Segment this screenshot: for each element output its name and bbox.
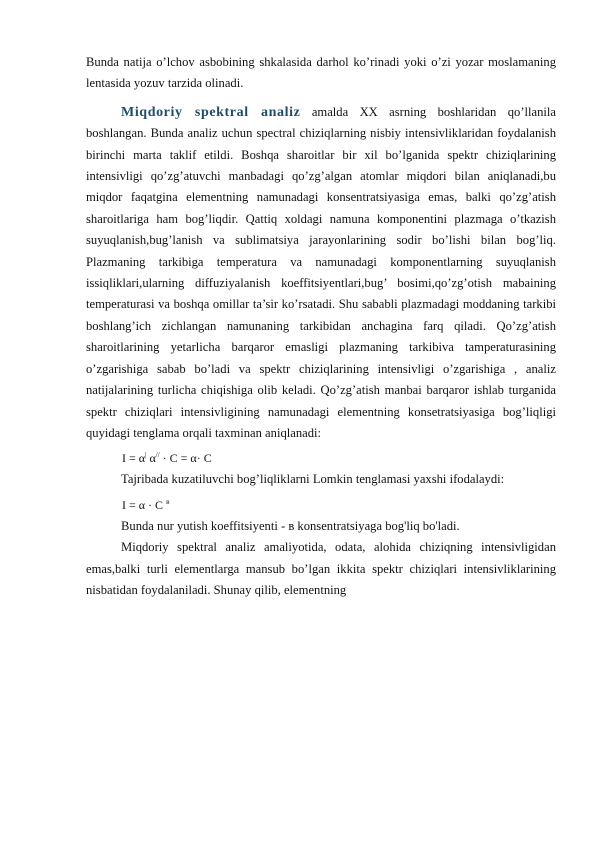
paragraph-2-text: amalda XX asrning boshlaridan qo’llanila boshlangan. Bunda analiz uchun spectral chiziqlarning nisbiy intensivliklaridan foydalanish birinchi marta taklif etildi. Boshqa sharoitlar bir xil bo’lganida spektr chiziqlarining intensivligi qo’zg’atuvchi manbadagi qo’zg’algan atomlar miqdori bilan aniqlanadi,bu miqdor faqatgina elementning namunadagi konsentratsiyasiga emas, balki qo’zg’atish sharoitlariga ham bog’liqdir. Qattiq xoldagi namuna komponentini plazmaga o’tkazish suyuqlanish,bug’lanish va sublimatsiya jarayonlarining sodir bo’lishi bilan bog’liq. Plazmaning tarkibiga temperatura va namunadagi komponentlarning suyuqlanish issiqliklari,ularning diffuziyalanish koeffitsiyentlari,bug’ bosimi,qo’zg’otish mabaining temperaturasi va boshqa omillar ta’sir ko’rsatadi. Shu sababli plazmadagi moddaning tarkibi boshlang’ich zichlangan namunaning tarkibidan anchagina farq qiladi. Qo’zg’atish sharoitlarining yetarlicha barqaror emasligi plazmaning tarkibiva tamperaturasining o’zgarishiga sabab bo’ladi va spektr chiziqlarining intensivligi o’zgarishiga , analiz natijalarining turlicha chiqishiga olib keladi. Qo’zg’atish manbai barqaror ishlab turganida spektr chiziqlari intensivligining namunadagi elementning konsetratsiyasiga bog’liqligi quyidagi tenglama orqali taxminan aniqlanadi: [86,104,556,440]
paragraph-1: Bunda natija o’lchov asbobining shkalasida darhol ko’rinadi yoki o’zi yozar moslamaning lentasida yozuv tarzida olinadi. [86,55,556,91]
paragraph-2 [86,102,556,445]
paragraph-3: Miqdoriy spektral analiz amaliyotida, odata, alohida chiziqning intensivligidan emas,balki turli elementlarga mansub bo’lgan ikkita spektr chiziqlari intensivliklarining nisbatidan foydalaniladi. Shunay qilib, elementning [86,540,556,597]
coefficient-line: Bunda nur yutish koeffitsiyenti - в konsentratsiyaga bog'liq bo'ladi. [121,518,460,533]
formula-1-lhs: I = α [122,451,146,466]
formula-1-sup-1: | [145,451,147,460]
formula-1 [86,444,556,469]
formula-2-sup: в [166,497,170,506]
formula-1-sup-2: // [155,451,160,460]
formula-2 [86,491,556,516]
term-heading: Miqdoriy spektral analiz [121,104,301,120]
document-page [86,52,556,601]
lomkin-line: Tajribada kuzatiluvchi bog’liqliklarni Lomkin tenglamasi yaxshi ifodalaydi: [121,472,505,487]
formula-2-lhs: I = α · C [122,497,167,512]
formula-1-rhs: · C = α· C [159,451,212,466]
formula-1-mid: α [146,451,156,466]
